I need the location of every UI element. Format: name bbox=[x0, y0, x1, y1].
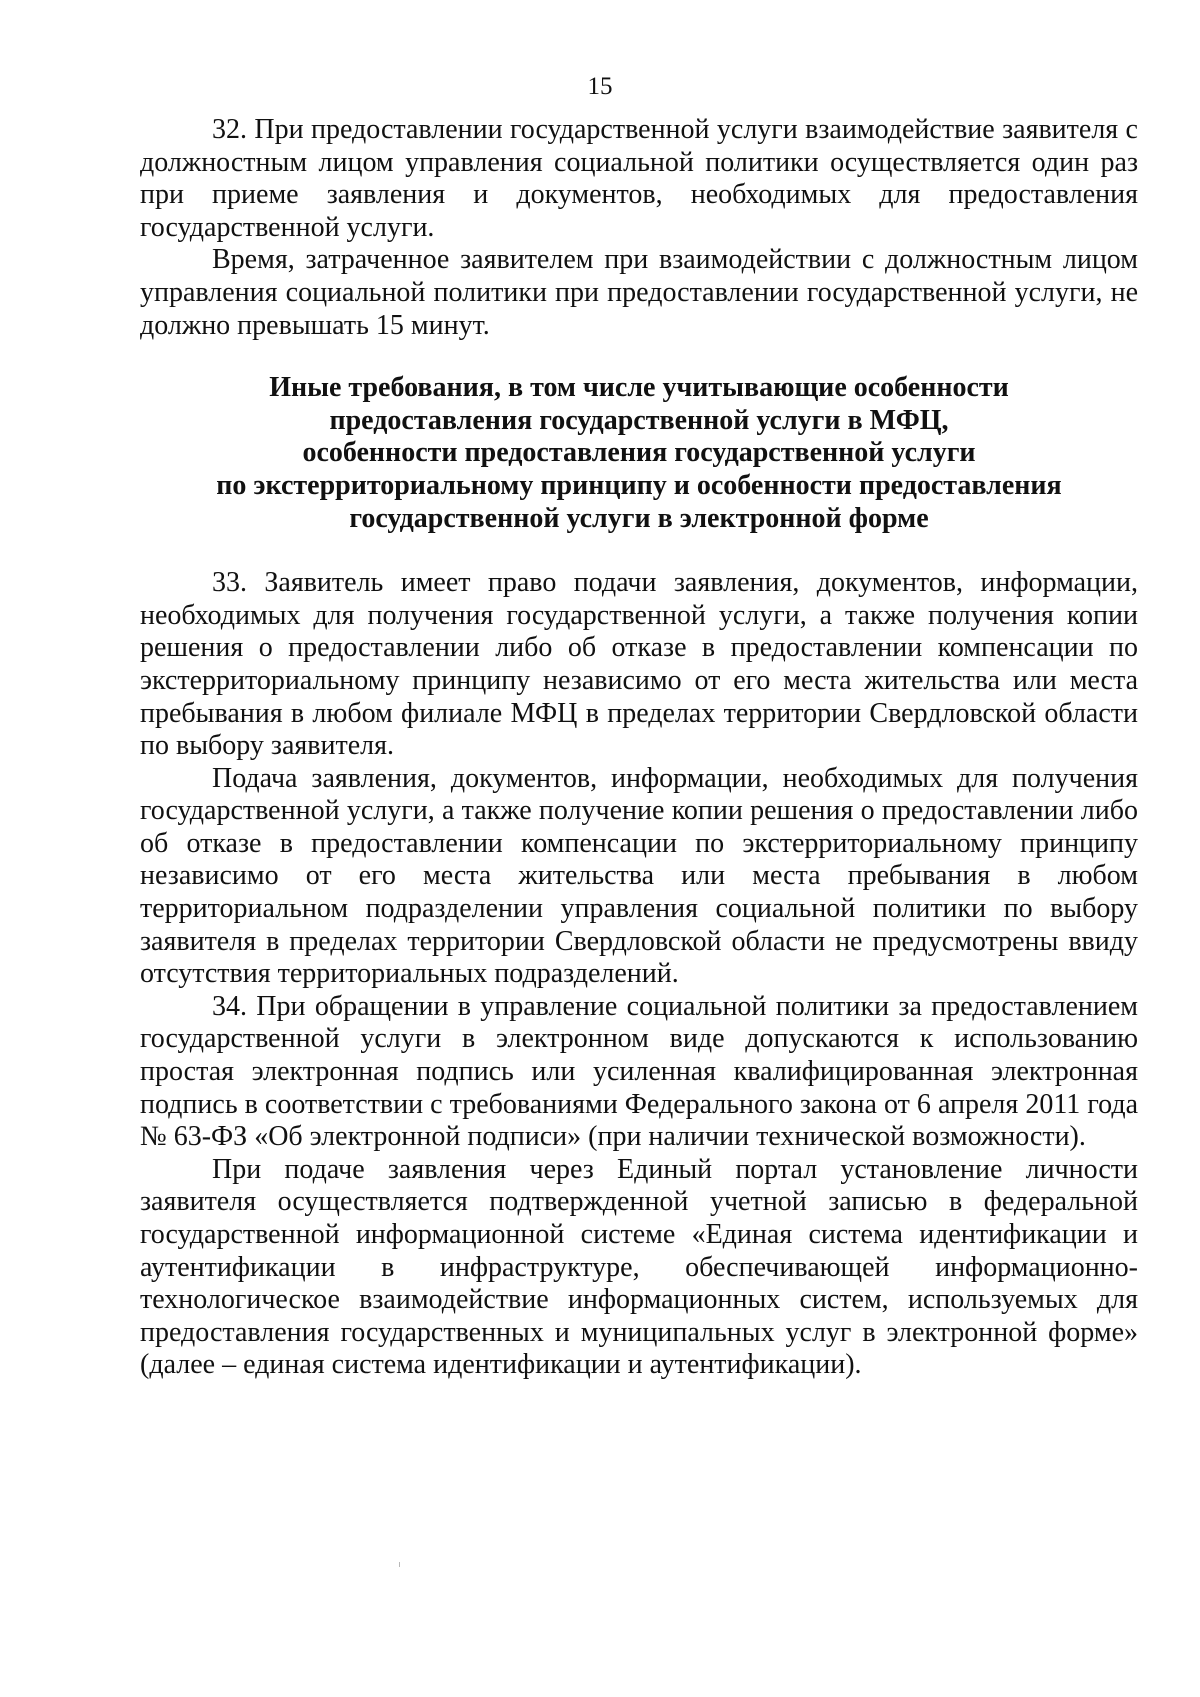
document-body bbox=[140, 114, 1138, 1382]
heading-line: особенности предоставления государственной услуги bbox=[302, 437, 976, 469]
paragraph-33-territorial: Подача заявления, документов, информации, необходимых для получения государственной услуги, а также получение копии решения о предоставлении либо об отказе в предоставлении компенсации по экстерриториальному принципу независимо от его места жительства или места пребывания в любом территориальном подразделении управления социальной политики по выбору заявителя в пределах территории Свердловской области не предусмотрены ввиду отсутствия территориальных подразделений. bbox=[140, 762, 1138, 990]
heading-line: предоставления государственной услуги в МФЦ, bbox=[329, 404, 949, 436]
scan-artifact bbox=[399, 1562, 400, 1567]
paragraph-33: 33. Заявитель имеет право подачи заявления, документов, информации, необходимых для получения государственной услуги, а также получения копии решения о предоставлении либо об отказе в предоставлении компенсации по экстерриториальному принципу независимо от его места жительства или места пребывания в любом филиале МФЦ в пределах территории Свердловской области по выбору заявителя. bbox=[140, 567, 1138, 762]
heading-line: Иные требования, в том числе учитывающие особенности bbox=[269, 372, 1009, 404]
heading-line: государственной услуги в электронной форме bbox=[349, 502, 929, 534]
paragraph-32-time-limit: Время, затраченное заявителем при взаимодействии с должностным лицом управления социальной политики при предоставлении государственной услуги, не должно превышать 15 минут. bbox=[140, 244, 1138, 341]
paragraph-34-identification: При подаче заявления через Единый портал установление личности заявителя осуществляется подтвержденной учетной записью в федеральной государственной информационной системе «Единая система идентификации и аутентификации в инфраструктуре, обеспечивающей информационно-технологическое взаимодействие информационных систем, используемых для предоставления государственных и муниципальных услуг в электронной форме» (далее – единая система идентификации и аутентификации). bbox=[140, 1153, 1138, 1381]
paragraph-32: 32. При предоставлении государственной услуги взаимодействие заявителя с должностным лицом управления социальной политики осуществляется один раз при приеме заявления и документов, необходимых для предоставления государственной услуги. bbox=[140, 114, 1138, 243]
paragraph-34: 34. При обращении в управление социальной политики за предоставлением государственной услуги в электронном виде допускаются к использованию простая электронная подпись или усиленная квалифицированная электронная подпись в соответствии с требованиями Федерального закона от 6 апреля 2011 года № 63-ФЗ «Об электронной подписи» (при наличии технической возможности). bbox=[140, 990, 1138, 1153]
section-heading bbox=[140, 372, 1138, 535]
page-number: 15 bbox=[587, 73, 613, 100]
heading-line: по экстерриториальному принципу и особенности предоставления bbox=[216, 469, 1062, 501]
